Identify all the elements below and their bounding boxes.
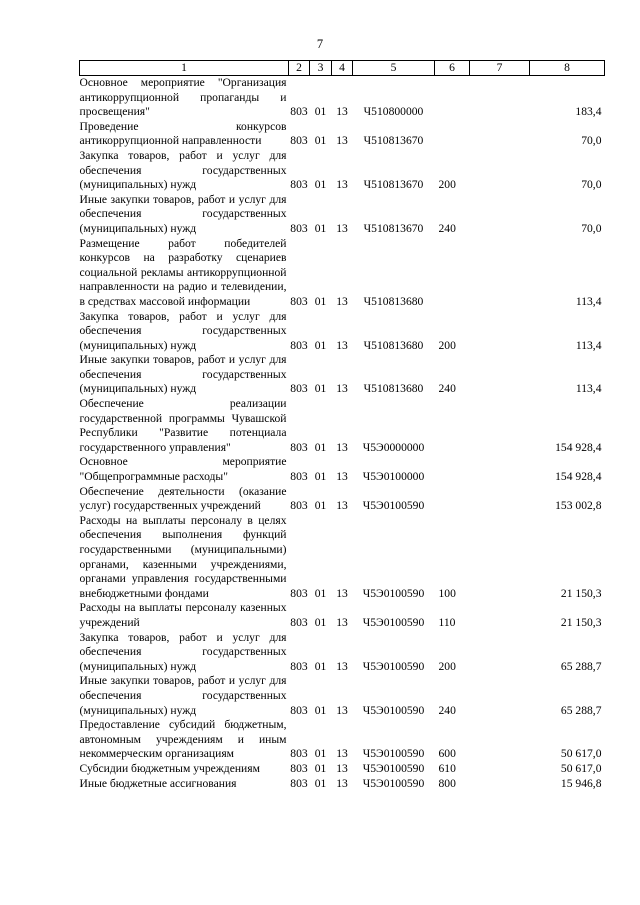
cell-sum: 113,4	[575, 294, 602, 308]
cell-sum: 70,0	[581, 178, 602, 192]
cell-name: Расходы на выплаты персоналу в целях обеспечения выполнения функций государственными (муниципальными) органами, казенными учреждениями, органами управления государственными внебюджетными фондами	[79, 513, 287, 600]
cell-name: Субсидии бюджетным учреждениям	[79, 761, 260, 775]
cell-ministry: 803	[290, 761, 308, 775]
cell-sum: 113,4	[575, 338, 602, 352]
table-header	[80, 61, 605, 76]
header-col-7: 7	[470, 61, 530, 76]
cell-col7	[470, 310, 530, 354]
cell-sum: 154 928,4	[555, 470, 602, 484]
cell-target-article: Ч5Э0100590	[362, 659, 425, 673]
cell-ministry: 803	[290, 659, 308, 673]
cell-col7	[470, 149, 530, 193]
cell-ministry: 803	[290, 776, 308, 790]
table-row	[80, 455, 605, 484]
cell-subsection: 13	[336, 586, 348, 600]
cell-name: Иные закупки товаров, работ и услуг для обеспечения государственных (муниципальных) нужд	[79, 674, 287, 717]
table-row	[80, 149, 605, 193]
cell-col7	[470, 76, 530, 120]
table-row	[80, 310, 605, 354]
table-row	[80, 601, 605, 630]
cell-expense-type: 600	[438, 747, 456, 761]
cell-target-article: Ч510813670	[363, 178, 424, 192]
cell-expense-type: 240	[438, 382, 456, 396]
cell-target-article: Ч5Э0100590	[362, 747, 425, 761]
cell-subsection: 13	[336, 221, 348, 235]
cell-ministry: 803	[290, 294, 308, 308]
cell-ministry: 803	[290, 221, 308, 235]
cell-col7	[470, 674, 530, 718]
table-body	[80, 76, 605, 792]
table-row	[80, 237, 605, 310]
table-row	[80, 120, 605, 149]
cell-subsection: 13	[336, 761, 348, 775]
cell-expense-type	[435, 485, 470, 514]
cell-ministry: 803	[290, 105, 308, 119]
cell-col7	[470, 120, 530, 149]
table-row	[80, 762, 605, 777]
table-row	[80, 193, 605, 237]
cell-ministry: 803	[290, 703, 308, 717]
table-row	[80, 76, 605, 120]
cell-name: Иные закупки товаров, работ и услуг для обеспечения государственных (муниципальных) нужд	[79, 192, 287, 235]
cell-sum: 21 150,3	[560, 586, 602, 600]
cell-subsection: 13	[336, 105, 348, 119]
table-row	[80, 777, 605, 792]
cell-subsection: 13	[336, 134, 348, 148]
cell-sum: 70,0	[581, 134, 602, 148]
cell-name: Основное мероприятие "Общепрограммные расходы"	[79, 455, 287, 484]
cell-expense-type: 800	[438, 776, 456, 790]
cell-target-article: Ч5Э0100590	[362, 703, 425, 717]
cell-section: 01	[314, 499, 327, 513]
budget-table	[79, 60, 605, 791]
cell-target-article: Ч510813680	[363, 338, 424, 352]
cell-ministry: 803	[290, 470, 308, 484]
cell-ministry: 803	[290, 382, 308, 396]
table-row	[80, 674, 605, 718]
cell-section: 01	[314, 134, 327, 148]
table-row	[80, 353, 605, 397]
cell-sum: 65 288,7	[560, 659, 602, 673]
cell-target-article: Ч510813680	[363, 382, 424, 396]
cell-sum: 65 288,7	[560, 703, 602, 717]
cell-section: 01	[314, 659, 327, 673]
table-row	[80, 397, 605, 455]
cell-col7	[470, 485, 530, 514]
cell-name: Расходы на выплаты персоналу казенных учреждений	[79, 601, 287, 629]
table-row	[80, 485, 605, 514]
cell-target-article: Ч5Э0100590	[362, 615, 425, 629]
cell-expense-type: 110	[438, 615, 456, 629]
cell-col7	[470, 718, 530, 762]
table-row	[80, 718, 605, 762]
cell-expense-type: 240	[438, 221, 456, 235]
cell-target-article: Ч510813670	[363, 221, 424, 235]
cell-sum: 113,4	[575, 382, 602, 396]
cell-col7	[470, 397, 530, 455]
header-row	[80, 61, 605, 76]
cell-sum: 15 946,8	[560, 776, 602, 790]
cell-section: 01	[314, 221, 327, 235]
cell-expense-type: 610	[438, 761, 456, 775]
cell-expense-type	[435, 455, 470, 484]
header-col-5: 5	[353, 61, 435, 76]
cell-target-article: Ч510813670	[363, 134, 424, 148]
table-row	[80, 514, 605, 602]
cell-section: 01	[314, 178, 327, 192]
cell-ministry: 803	[290, 338, 308, 352]
cell-target-article: Ч510813680	[363, 294, 424, 308]
cell-ministry: 803	[290, 440, 308, 454]
cell-subsection: 13	[336, 499, 348, 513]
cell-expense-type: 100	[438, 586, 456, 600]
cell-ministry: 803	[290, 178, 308, 192]
header-col-4: 4	[332, 61, 353, 76]
cell-col7	[470, 193, 530, 237]
cell-expense-type: 200	[438, 178, 456, 192]
cell-sum: 21 150,3	[560, 615, 602, 629]
cell-name: Иные бюджетные ассигнования	[79, 776, 237, 790]
cell-target-article: Ч510800000	[363, 105, 424, 119]
cell-section: 01	[314, 703, 327, 717]
cell-ministry: 803	[290, 747, 308, 761]
cell-col7	[470, 601, 530, 630]
cell-ministry: 803	[290, 586, 308, 600]
cell-name: Иные закупки товаров, работ и услуг для обеспечения государственных (муниципальных) нужд	[79, 353, 287, 396]
cell-name: Закупка товаров, работ и услуг для обеспечения государственных (муниципальных) нужд	[79, 148, 287, 192]
cell-target-article: Ч5Э0100590	[362, 776, 425, 790]
cell-section: 01	[314, 586, 327, 600]
page-number: 7	[316, 37, 324, 51]
cell-subsection: 13	[336, 747, 348, 761]
cell-expense-type: 200	[438, 338, 456, 352]
cell-section: 01	[314, 615, 327, 629]
cell-section: 01	[314, 105, 327, 119]
cell-subsection: 13	[336, 294, 348, 308]
cell-name: Обеспечение реализации государственной программы Чувашской Республики "Развитие потенциала государственного управления"	[79, 397, 287, 454]
cell-expense-type: 240	[438, 703, 456, 717]
cell-subsection: 13	[336, 703, 348, 717]
cell-target-article: Ч5Э0100000	[362, 470, 425, 484]
cell-expense-type: 200	[438, 659, 456, 673]
cell-col7	[470, 353, 530, 397]
header-col-8: 8	[530, 61, 605, 76]
cell-sum: 50 617,0	[560, 747, 602, 761]
cell-col7	[470, 762, 530, 777]
cell-col7	[470, 631, 530, 675]
table-row	[80, 631, 605, 675]
cell-expense-type	[435, 237, 470, 310]
cell-name: Обеспечение деятельности (оказание услуг) государственных учреждений	[79, 484, 287, 513]
cell-sum: 154 928,4	[555, 440, 602, 454]
header-col-2: 2	[289, 61, 310, 76]
cell-subsection: 13	[336, 776, 348, 790]
cell-section: 01	[314, 776, 327, 790]
cell-ministry: 803	[290, 499, 308, 513]
cell-section: 01	[314, 470, 327, 484]
header-col-6: 6	[435, 61, 470, 76]
cell-target-article: Ч5Э0100590	[362, 761, 425, 775]
cell-sum: 153 002,8	[555, 499, 602, 513]
cell-subsection: 13	[336, 382, 348, 396]
cell-section: 01	[314, 338, 327, 352]
cell-section: 01	[314, 747, 327, 761]
cell-section: 01	[314, 382, 327, 396]
cell-subsection: 13	[336, 659, 348, 673]
cell-col7	[470, 514, 530, 602]
cell-target-article: Ч5Э0100590	[362, 499, 425, 513]
cell-subsection: 13	[336, 440, 348, 454]
cell-subsection: 13	[336, 338, 348, 352]
cell-name: Проведение конкурсов антикоррупционной направленности	[79, 119, 287, 148]
cell-subsection: 13	[336, 178, 348, 192]
cell-subsection: 13	[336, 470, 348, 484]
cell-name: Предоставление субсидий бюджетным, автономным учреждениям и иным некоммерческим организациям	[79, 718, 287, 761]
header-col-3: 3	[310, 61, 332, 76]
cell-section: 01	[314, 440, 327, 454]
cell-sum: 70,0	[581, 221, 602, 235]
cell-section: 01	[314, 294, 327, 308]
cell-name: Основное мероприятие "Организация антикоррупционной пропаганды и просвещения"	[79, 76, 287, 119]
cell-expense-type	[435, 76, 470, 120]
cell-col7	[470, 455, 530, 484]
cell-col7	[470, 237, 530, 310]
cell-subsection: 13	[336, 615, 348, 629]
cell-ministry: 803	[290, 134, 308, 148]
cell-section: 01	[314, 761, 327, 775]
cell-target-article: Ч5Э0000000	[362, 440, 425, 454]
cell-sum: 183,4	[575, 105, 602, 119]
cell-ministry: 803	[290, 615, 308, 629]
cell-expense-type	[435, 397, 470, 455]
cell-sum: 50 617,0	[560, 761, 602, 775]
cell-name: Закупка товаров, работ и услуг для обеспечения государственных (муниципальных) нужд	[79, 630, 287, 673]
header-col-1: 1	[80, 61, 289, 76]
cell-target-article: Ч5Э0100590	[362, 586, 425, 600]
cell-expense-type	[435, 120, 470, 149]
cell-col7	[470, 777, 530, 792]
cell-name: Закупка товаров, работ и услуг для обеспечения государственных (муниципальных) нужд	[79, 309, 287, 352]
cell-name: Размещение работ победителей конкурсов на разработку сценариев социальной рекламы антикоррупционной направленности на радио и телевидении, в средствах массовой информации	[79, 236, 287, 308]
